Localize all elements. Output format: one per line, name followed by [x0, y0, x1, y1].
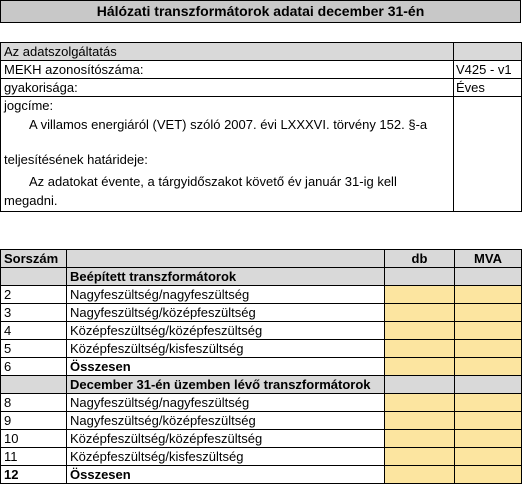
mva-input-cell[interactable] [455, 340, 522, 358]
table-row [1, 286, 522, 304]
mekh-value: V425 - v1 [454, 61, 522, 79]
db-input-cell[interactable] [385, 430, 455, 448]
page-title: Hálózati transzformátorok adatai december 31-én [0, 0, 521, 23]
db-input-cell[interactable] [385, 394, 455, 412]
legal-block-right [454, 97, 522, 212]
db-input-cell[interactable] [385, 322, 455, 340]
row-number: 2 [1, 286, 67, 304]
legal-text: A villamos energiáról (VET) szóló 2007. évi LXXXVI. törvény 152. §-a [29, 117, 428, 132]
header-name [67, 250, 385, 268]
row-number: 8 [1, 394, 67, 412]
row-label: Összesen [67, 466, 385, 484]
table-row [1, 322, 522, 340]
legal-label: jogcíme: [4, 98, 54, 113]
table-row [1, 340, 522, 358]
legal-block [1, 97, 454, 212]
section-title: December 31-én üzemben lévő transzformátorok [67, 376, 385, 394]
row-number: 4 [1, 322, 67, 340]
table-row [1, 412, 522, 430]
section-num [1, 268, 67, 286]
row-label: Középfeszültség/középfeszültség [67, 322, 385, 340]
mva-input-cell[interactable] [455, 430, 522, 448]
header-sorszam: Sorszám [1, 250, 67, 268]
table-row [1, 304, 522, 322]
transformer-table [0, 249, 522, 484]
db-input-cell[interactable] [385, 412, 455, 430]
deadline-text: Az adatokat évente, a tárgyidőszakot követő év január 31-ig kell [29, 174, 397, 189]
mekh-label: MEKH azonosítószáma: [1, 61, 454, 79]
db-input-cell[interactable] [385, 448, 455, 466]
table-row [1, 430, 522, 448]
mva-input-cell[interactable] [455, 394, 522, 412]
table-row [1, 394, 522, 412]
deadline-text-cont: megadni. [4, 193, 58, 208]
db-input-cell[interactable] [385, 286, 455, 304]
table-row [1, 448, 522, 466]
frequency-value: Éves [454, 79, 522, 97]
header-db: db [385, 250, 455, 268]
row-number: 11 [1, 448, 67, 466]
row-number: 12 [1, 466, 67, 484]
info-table [0, 42, 522, 212]
row-number: 5 [1, 340, 67, 358]
section-title: Beépített transzformátorok [67, 268, 385, 286]
row-label: Középfeszültség/kisfeszültség [67, 448, 385, 466]
row-number: 10 [1, 430, 67, 448]
db-input-cell[interactable] [385, 340, 455, 358]
db-input-cell[interactable] [385, 304, 455, 322]
mva-input-cell[interactable] [455, 448, 522, 466]
section-num [1, 376, 67, 394]
header-mva: MVA [455, 250, 522, 268]
table-row [1, 358, 522, 376]
row-label: Középfeszültség/kisfeszültség [67, 340, 385, 358]
row-label: Középfeszültség/középfeszültség [67, 430, 385, 448]
mva-input-cell[interactable] [455, 304, 522, 322]
row-label: Nagyfeszültség/középfeszültség [67, 412, 385, 430]
frequency-label: gyakorisága: [1, 79, 454, 97]
row-number: 3 [1, 304, 67, 322]
row-number: 6 [1, 358, 67, 376]
row-number: 9 [1, 412, 67, 430]
mva-input-cell[interactable] [455, 286, 522, 304]
db-input-cell[interactable] [385, 358, 455, 376]
deadline-label: teljesítésének határideje: [4, 152, 148, 167]
mva-input-cell[interactable] [455, 358, 522, 376]
row-label: Összesen [67, 358, 385, 376]
mva-input-cell[interactable] [455, 322, 522, 340]
mva-input-cell[interactable] [455, 412, 522, 430]
row-label: Nagyfeszültség/nagyfeszültség [67, 286, 385, 304]
info-header-right [454, 43, 522, 61]
row-label: Nagyfeszültség/középfeszültség [67, 304, 385, 322]
info-header: Az adatszolgáltatás [1, 43, 454, 61]
row-label: Nagyfeszültség/nagyfeszültség [67, 394, 385, 412]
